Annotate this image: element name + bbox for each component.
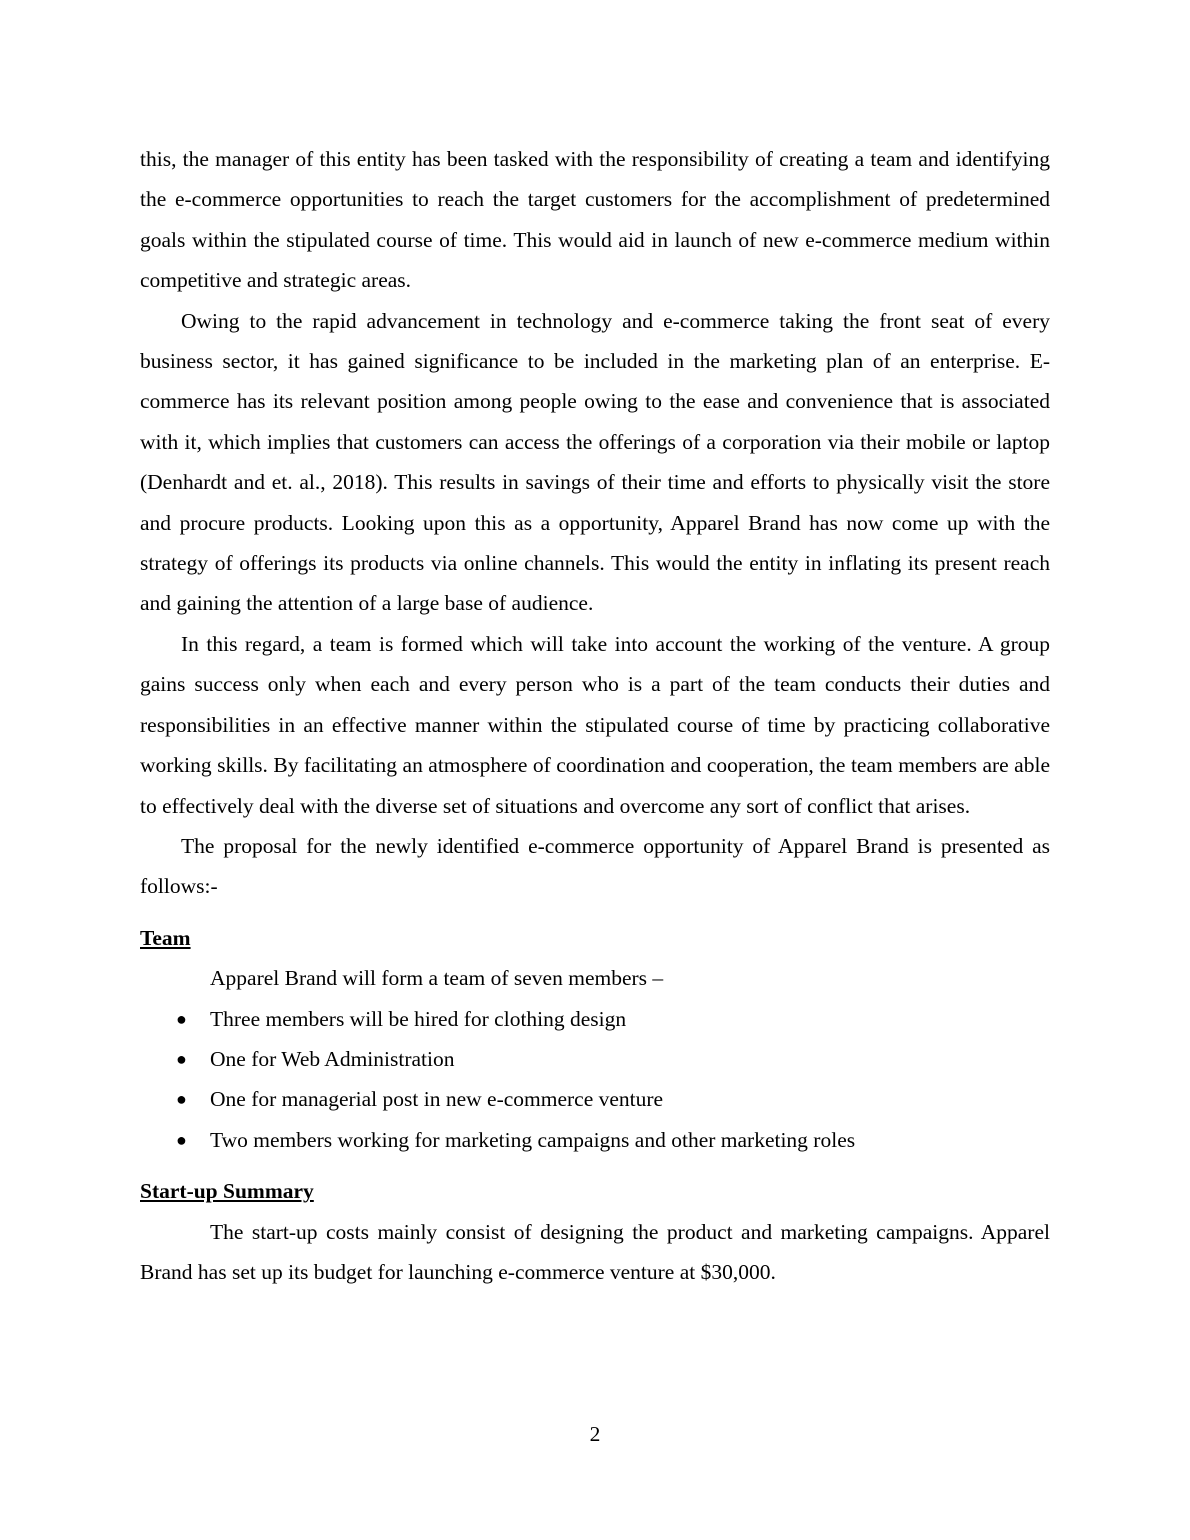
list-item — [140, 1079, 1050, 1119]
list-item-text: Three members will be hired for clothing design — [210, 1006, 627, 1031]
page-number: 2 — [589, 1422, 601, 1446]
bullet-icon: ● — [176, 1008, 187, 1029]
paragraph-proposal: The proposal for the newly identified e-commerce opportunity of Apparel Brand is presented as follows:- — [140, 833, 1050, 899]
list-item-text: One for managerial post in new e-commerce venture — [210, 1087, 664, 1112]
paragraph-startup-summary: The start-up costs mainly consist of designing the product and marketing campaigns. Apparel Brand has set up its budget for launching e-commerce venture at $30,000. — [140, 1219, 1050, 1284]
list-item-text: One for Web Administration — [210, 1046, 455, 1071]
list-item — [140, 1120, 1050, 1160]
bullet-icon: ● — [176, 1089, 187, 1110]
bullet-icon: ● — [176, 1048, 187, 1069]
paragraph-in-this-regard: In this regard, a team is formed which will take into account the working of the venture. A group gains success only when each and every person who is a part of the team conducts their duties and responsibilities in an effective manner within the stipulated course of time by practicing collaborative working skills. By facilitating an atmosphere of coordination and cooperation, the team members are able to effectively deal with the diverse set of situations and overcome any sort of conflict that arises. — [140, 631, 1050, 818]
team-heading-text: Team — [140, 925, 191, 950]
bullet-icon: ● — [176, 1129, 187, 1150]
team-bullet-list — [140, 999, 1050, 1161]
list-item — [140, 999, 1050, 1039]
startup-summary-heading — [140, 1171, 1050, 1211]
team-heading — [140, 918, 1050, 958]
list-item-text: Two members working for marketing campaigns and other marketing roles — [210, 1127, 856, 1152]
paragraph-owing: Owing to the rapid advancement in technology and e-commerce taking the front seat of every business sector, it has gained significance to be included in the marketing plan of an enterprise. E-commerce has its relevant position among people owing to the ease and convenience that is associated with it, which implies that customers can access the offerings of a corporation via their mobile or laptop (Denhardt and et. al., 2018). This results in savings of their time and efforts to physically visit the store and procure products. Looking upon this as a opportunity, Apparel Brand has now come up with the strategy of offerings its products via online channels. This would the entity in inflating its present reach and gaining the attention of a large base of audience. — [140, 308, 1050, 616]
list-item — [140, 1039, 1050, 1079]
team-intro-line: Apparel Brand will form a team of seven members – — [210, 966, 664, 991]
paragraph-continuation: this, the manager of this entity has been tasked with the responsibility of creating a team and identifying the e-commerce opportunities to reach the target customers for the accomplishment of predetermined goals within the stipulated course of time. This would aid in launch of new e-commerce medium within competitive and strategic areas. — [140, 147, 1050, 293]
startup-summary-heading-text: Start-up Summary — [140, 1179, 314, 1204]
